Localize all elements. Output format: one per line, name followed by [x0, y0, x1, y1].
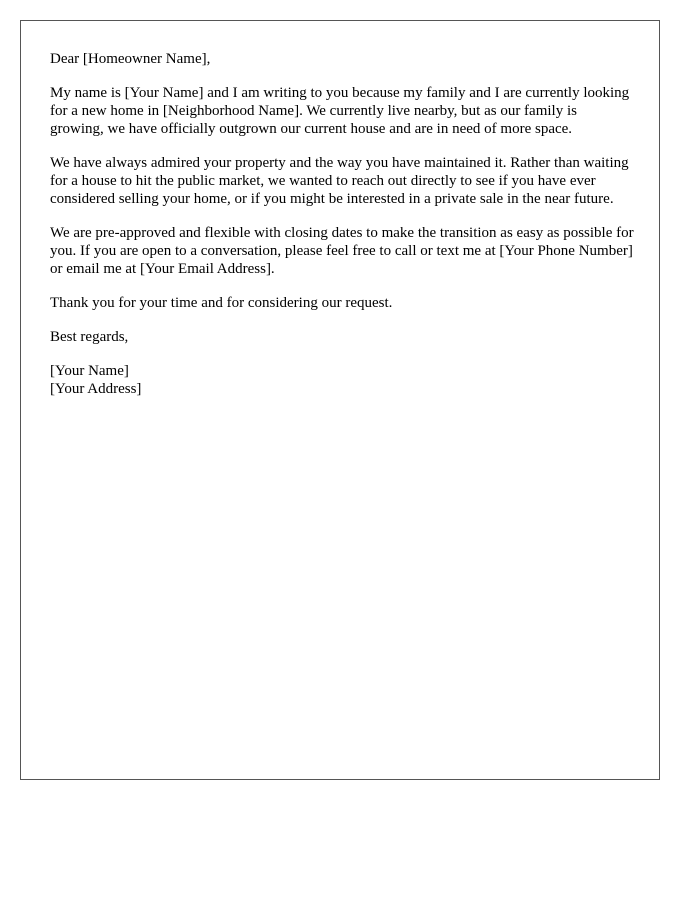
letter-paragraph-thanks: Thank you for your time and for considering our request. — [50, 295, 393, 311]
letter-paragraph-request: We have always admired your property and the way you have maintained it. Rather than waiting for a house to hit the public market, we wanted to reach out directly to see if you have ever considered selling your home, or if you might be interested in a private sale in the near future. — [50, 155, 629, 207]
letter-closing: Best regards, — [50, 329, 129, 345]
signature-name: [Your Name] — [50, 363, 129, 379]
letter-paragraph-intro: My name is [Your Name] and I am writing to you because my family and I are currently looking for a new home in [Neighborhood Name]. We currently live nearby, but as our family is growing, we have officially outgrown our current house and are in need of more space. — [50, 85, 630, 137]
letter-greeting: Dear [Homeowner Name], — [50, 51, 211, 67]
letter-page — [20, 20, 660, 780]
signature-address: [Your Address] — [50, 381, 142, 397]
letter-signature — [50, 362, 634, 398]
letter-body — [50, 50, 634, 414]
letter-paragraph-offer: We are pre-approved and flexible with closing dates to make the transition as easy as possible for you. If you are open to a conversation, please feel free to call or text me at [Your Phone Number] or email me at [Your Email Address]. — [50, 225, 634, 277]
